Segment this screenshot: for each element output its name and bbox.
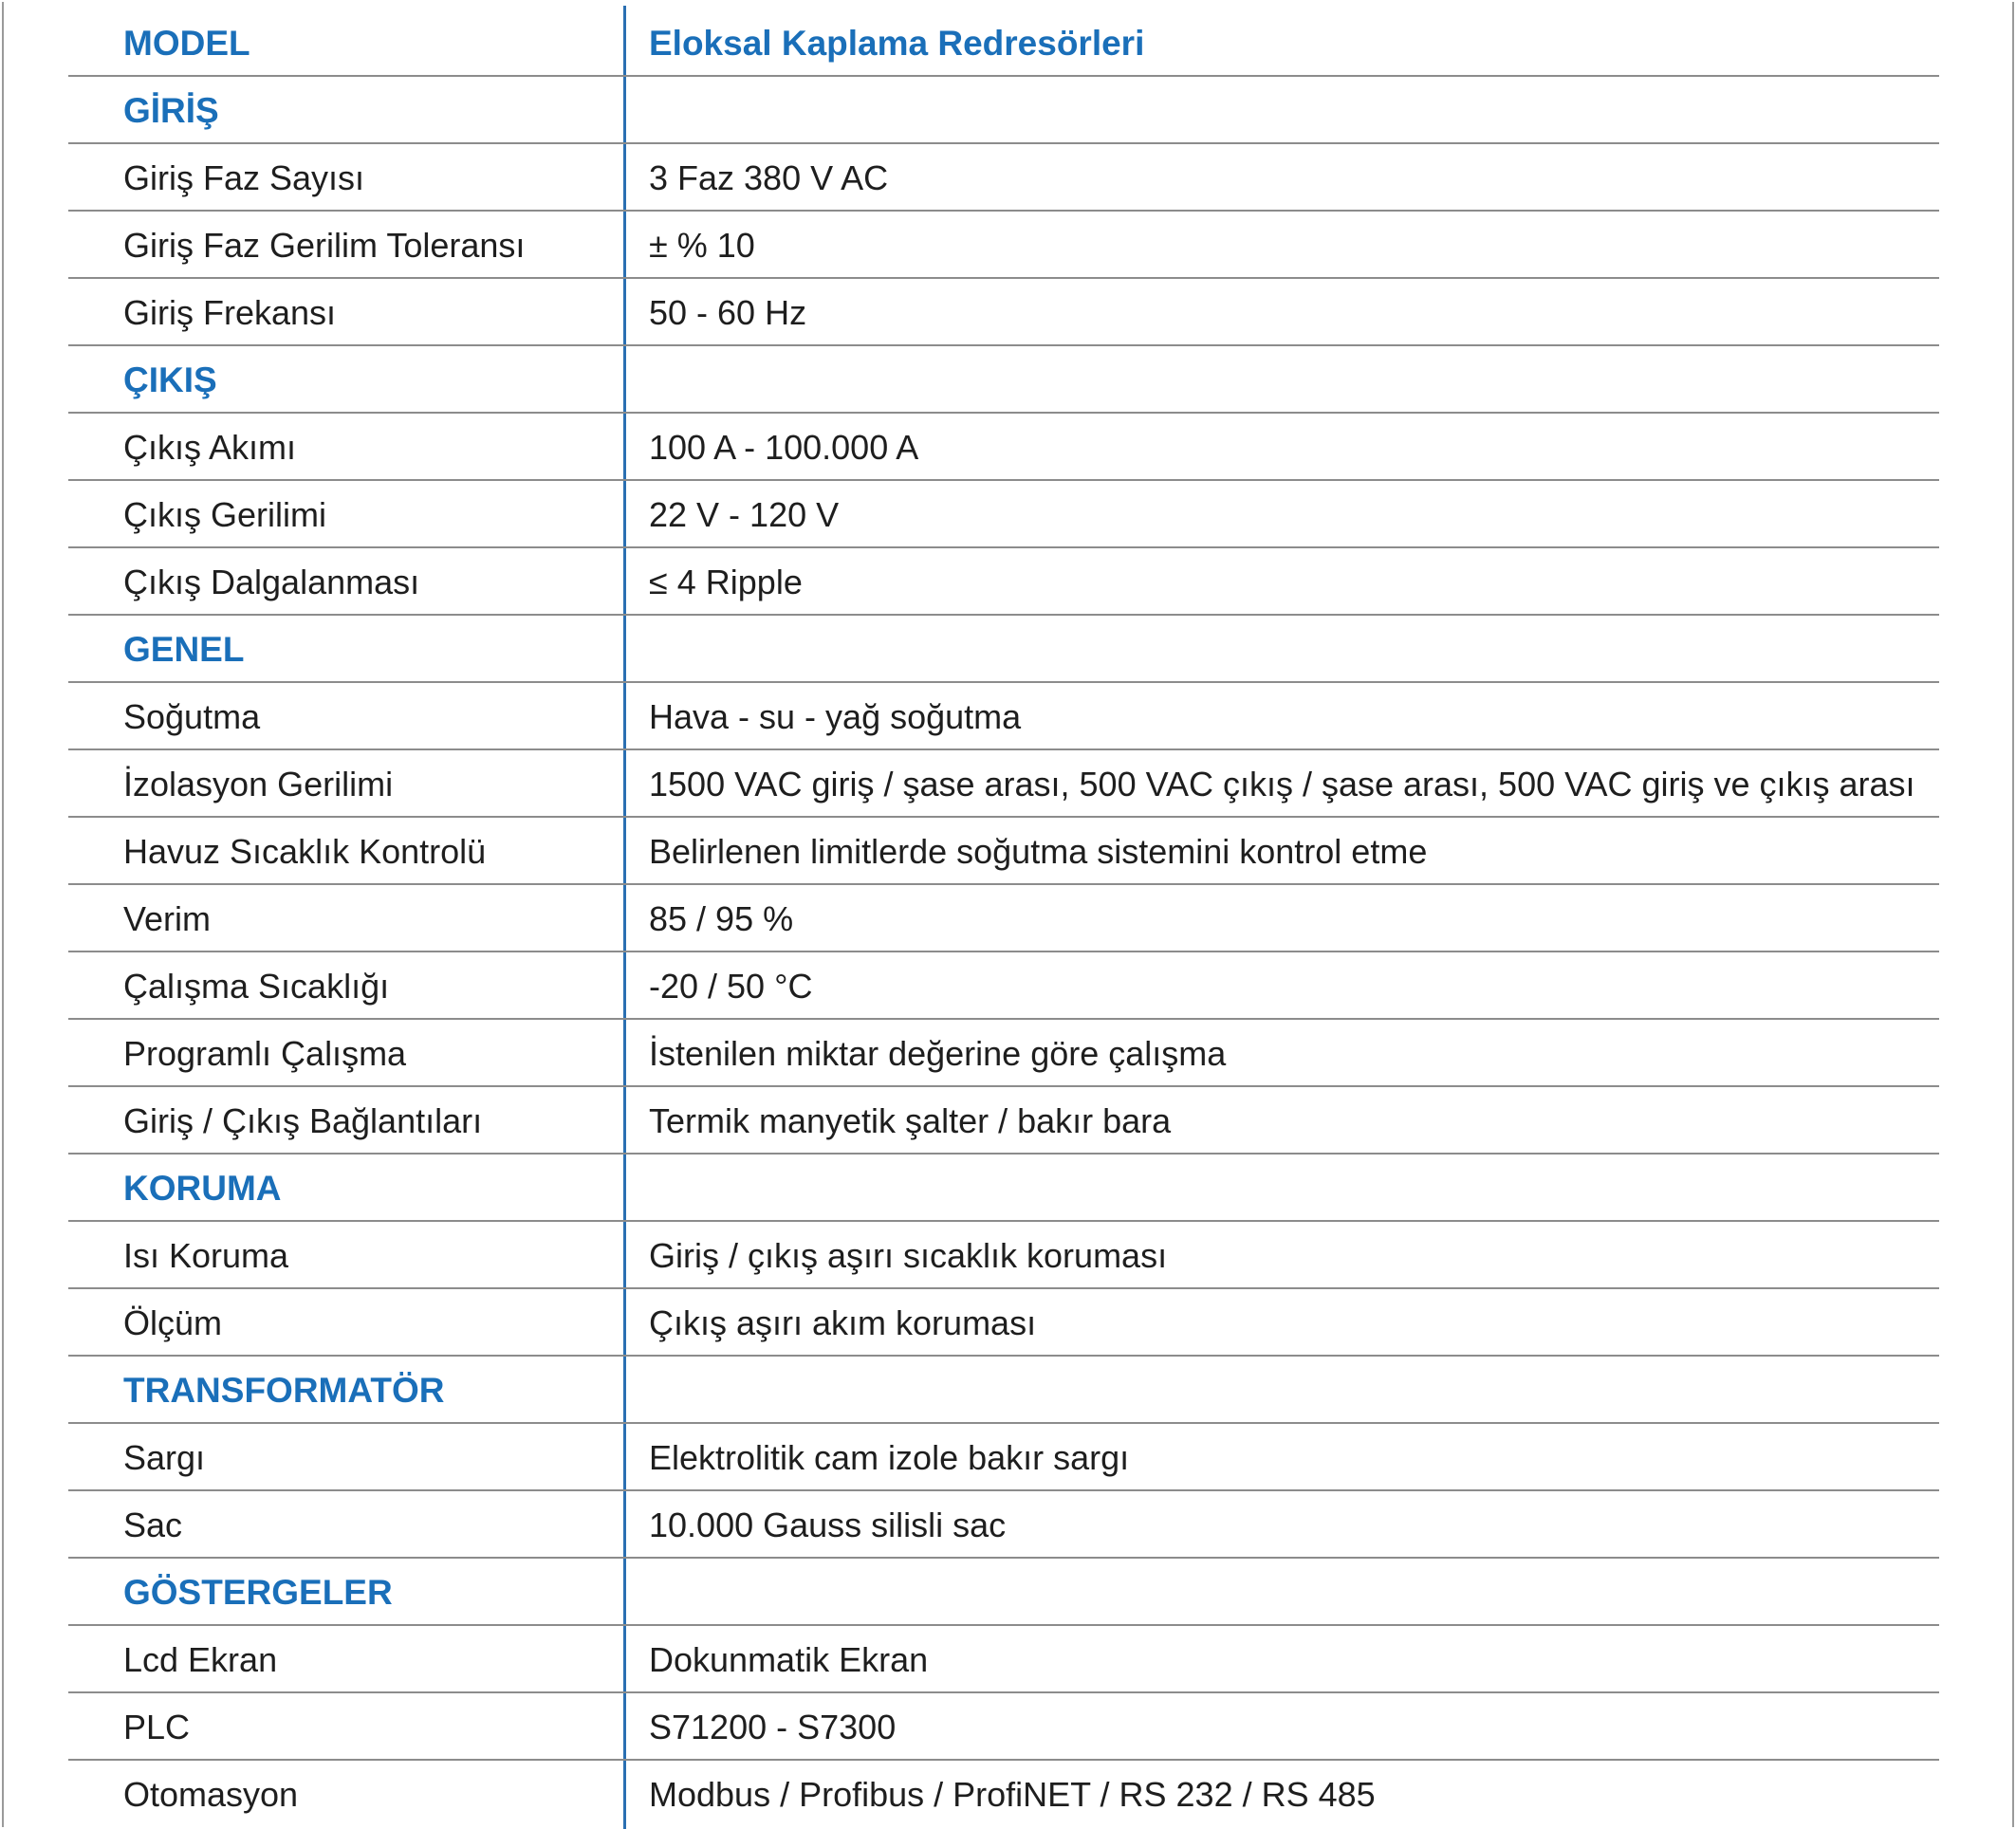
spec-label: Sac — [123, 1506, 183, 1544]
table-row — [68, 952, 1939, 1020]
section-title: GÖSTERGELER — [123, 1573, 393, 1612]
section-row — [68, 77, 1939, 144]
section-title: KORUMA — [123, 1169, 282, 1208]
table-row — [68, 1020, 1939, 1087]
table-row — [68, 1087, 1939, 1155]
spec-label: Giriş Frekansı — [123, 293, 337, 332]
model-name: Eloksal Kaplama Redresörleri — [649, 24, 1145, 63]
section-title: TRANSFORMATÖR — [123, 1371, 445, 1410]
table-row — [68, 212, 1939, 279]
spec-value: 1500 VAC giriş / şase arası, 500 VAC çıkış / şase arası, 500 VAC giriş ve çıkış arası — [649, 765, 1915, 804]
section-row — [68, 616, 1939, 683]
table-row — [68, 548, 1939, 616]
spec-label: Giriş / Çıkış Bağlantıları — [123, 1101, 483, 1140]
table-row — [68, 1222, 1939, 1289]
spec-label: Çıkış Akımı — [123, 428, 297, 467]
section-row — [68, 1559, 1939, 1626]
spec-label: PLC — [123, 1708, 191, 1746]
spec-label: Çıkış Gerilimi — [123, 495, 326, 534]
spec-label: Lcd Ekran — [123, 1640, 278, 1679]
section-row — [68, 346, 1939, 414]
spec-value: Dokunmatik Ekran — [649, 1640, 929, 1679]
spec-value: Hava - su - yağ soğutma — [649, 697, 1022, 736]
spec-value: 10.000 Gauss silisli sac — [649, 1506, 1007, 1544]
spec-value: Çıkış aşırı akım koruması — [649, 1303, 1037, 1342]
spec-label: Çalışma Sıcaklığı — [123, 967, 390, 1006]
table-row — [68, 818, 1939, 885]
spec-value: ± % 10 — [649, 226, 755, 265]
spec-label: Çıkış Dalgalanması — [123, 563, 420, 601]
table-row — [68, 279, 1939, 346]
section-title: GENEL — [123, 630, 245, 669]
section-title: GİRİŞ — [123, 91, 219, 130]
spec-value: 100 A - 100.000 A — [649, 428, 919, 467]
table-row — [68, 1626, 1939, 1693]
table-row — [68, 481, 1939, 548]
table-row — [68, 750, 1939, 818]
spec-label: MODEL — [123, 24, 250, 63]
section-row — [68, 1357, 1939, 1424]
spec-value: S71200 - S7300 — [649, 1708, 897, 1746]
spec-value: İstenilen miktar değerine göre çalışma — [649, 1034, 1227, 1073]
table-row — [68, 1491, 1939, 1559]
table-row — [68, 414, 1939, 481]
spec-label: Giriş Faz Gerilim Toleransı — [123, 226, 526, 265]
spec-value: 22 V - 120 V — [649, 495, 840, 534]
spec-value: Giriş / çıkış aşırı sıcaklık koruması — [649, 1236, 1168, 1275]
spec-label: Havuz Sıcaklık Kontrolü — [123, 832, 487, 871]
spec-value: Termik manyetik şalter / bakır bara — [649, 1101, 1172, 1140]
spec-label: Isı Koruma — [123, 1236, 289, 1275]
spec-value: 50 - 60 Hz — [649, 293, 807, 332]
table-row — [68, 1693, 1939, 1761]
section-row — [68, 1155, 1939, 1222]
spec-label: Sargı — [123, 1438, 206, 1477]
spec-label: Ölçüm — [123, 1303, 223, 1342]
table-row — [68, 1761, 1939, 1828]
section-title: ÇIKIŞ — [123, 360, 217, 399]
table-header-row — [68, 9, 1939, 77]
spec-value: Modbus / Profibus / ProfiNET / RS 232 / RS 485 — [649, 1775, 1376, 1814]
spec-label: Verim — [123, 899, 212, 938]
spec-label: Giriş Faz Sayısı — [123, 158, 365, 197]
table-row — [68, 144, 1939, 212]
table-row — [68, 683, 1939, 750]
spec-value: -20 / 50 °C — [649, 967, 813, 1006]
spec-value: ≤ 4 Ripple — [649, 563, 803, 601]
table-row — [68, 1289, 1939, 1357]
spec-label: Otomasyon — [123, 1775, 299, 1814]
spec-label: Programlı Çalışma — [123, 1034, 407, 1073]
spec-value: 85 / 95 % — [649, 899, 794, 938]
table-row — [68, 885, 1939, 952]
spec-label: Soğutma — [123, 697, 261, 736]
spec-label: İzolasyon Gerilimi — [123, 765, 394, 804]
spec-table — [68, 0, 1939, 1829]
table-row — [68, 1424, 1939, 1491]
spec-value: Belirlenen limitlerde soğutma sistemini kontrol etme — [649, 832, 1428, 871]
spec-value: Elektrolitik cam izole bakır sargı — [649, 1438, 1130, 1477]
spec-value: 3 Faz 380 V AC — [649, 158, 889, 197]
